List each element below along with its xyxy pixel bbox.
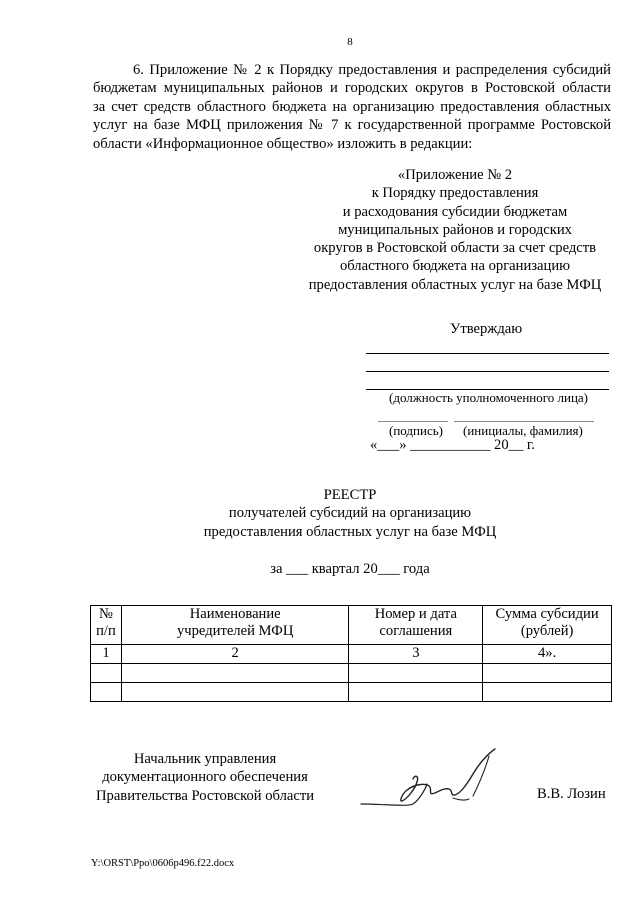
appendix-line: округов в Ростовской области за счет средств xyxy=(313,240,597,257)
header-cell: № п/п xyxy=(91,606,122,645)
header-cell: Сумма субсидии (рублей) xyxy=(483,606,612,645)
appendix-line: и расходования субсидии бюджетам xyxy=(342,203,568,220)
appendix-line: областного бюджета на организацию xyxy=(339,258,571,275)
handwritten-signature xyxy=(355,744,505,810)
signatory-line: документационного обеспечения xyxy=(102,769,308,786)
table-cell: 3 xyxy=(349,645,483,664)
position-line-2 xyxy=(366,371,609,372)
initials-line xyxy=(454,421,594,422)
header-cell: Номер и дата соглашения xyxy=(349,606,483,645)
table-cell xyxy=(483,683,612,702)
paragraph-line: бюджетам муниципальных районов и городских округов в Ростовской области xyxy=(93,80,611,97)
register-period: за ___ квартал 20___ года xyxy=(270,561,430,577)
paragraph-line: услуг на базе МФЦ приложения № 7 к государственной программе Ростовской xyxy=(93,117,611,134)
table-cell xyxy=(91,664,122,683)
approval-title: Утверждаю xyxy=(450,321,523,337)
register-table xyxy=(90,605,612,702)
position-caption: (должность уполномоченного лица) xyxy=(389,390,589,405)
approval-date: «___» ___________ 20__ г. xyxy=(370,437,535,453)
signatory-name: В.В. Лозин xyxy=(537,786,606,802)
signature-line xyxy=(378,421,448,422)
paragraph-line: области «Информационное общество» изложить в редакции: xyxy=(93,135,473,152)
table-cell: 2 xyxy=(121,645,349,664)
table-cell: 4». xyxy=(483,645,612,664)
table-row xyxy=(91,664,612,683)
table-row xyxy=(91,683,612,702)
table-cell xyxy=(349,683,483,702)
paragraph-line: 6. Приложение № 2 к Порядку предоставления и распределения субсидий xyxy=(133,62,611,78)
header-cell: Наименование учредителей МФЦ xyxy=(121,606,349,645)
table-cell xyxy=(121,664,349,683)
table-header-row xyxy=(91,606,612,645)
register-title: РЕЕСТР xyxy=(323,487,377,503)
register-heading xyxy=(150,486,550,541)
appendix-heading xyxy=(300,166,610,294)
appendix-line: муниципальных районов и городских xyxy=(338,221,572,238)
position-line-1 xyxy=(366,353,609,354)
signatory-line: Правительства Ростовской области xyxy=(95,787,315,804)
signatory-position xyxy=(88,750,322,805)
appendix-line: к Порядку предоставления xyxy=(371,185,539,202)
table-cell: 1 xyxy=(91,645,122,664)
table-cell xyxy=(121,683,349,702)
paragraph-line: за счет средств областного бюджета на организацию предоставления областных xyxy=(93,98,611,115)
table-cell xyxy=(483,664,612,683)
appendix-line: «Приложение № 2 xyxy=(397,167,513,183)
page-number: 8 xyxy=(347,36,353,48)
table-cell xyxy=(91,683,122,702)
amendment-paragraph xyxy=(93,61,611,153)
signature-caption: (подпись) xyxy=(389,423,443,438)
signatory-line: Начальник управления xyxy=(133,751,277,767)
appendix-line: предоставления областных услуг на базе МФЦ xyxy=(308,276,602,293)
register-subtitle: получателей субсидий на организацию xyxy=(228,505,472,522)
footer-file-path: Y:\ORST\Ppo\0606p496.f22.docx xyxy=(91,858,235,869)
initials-caption: (инициалы, фамилия) xyxy=(463,423,583,438)
table-cell xyxy=(349,664,483,683)
table-numbering-row xyxy=(91,645,612,664)
register-subtitle: предоставления областных услуг на базе МФЦ xyxy=(203,523,497,540)
